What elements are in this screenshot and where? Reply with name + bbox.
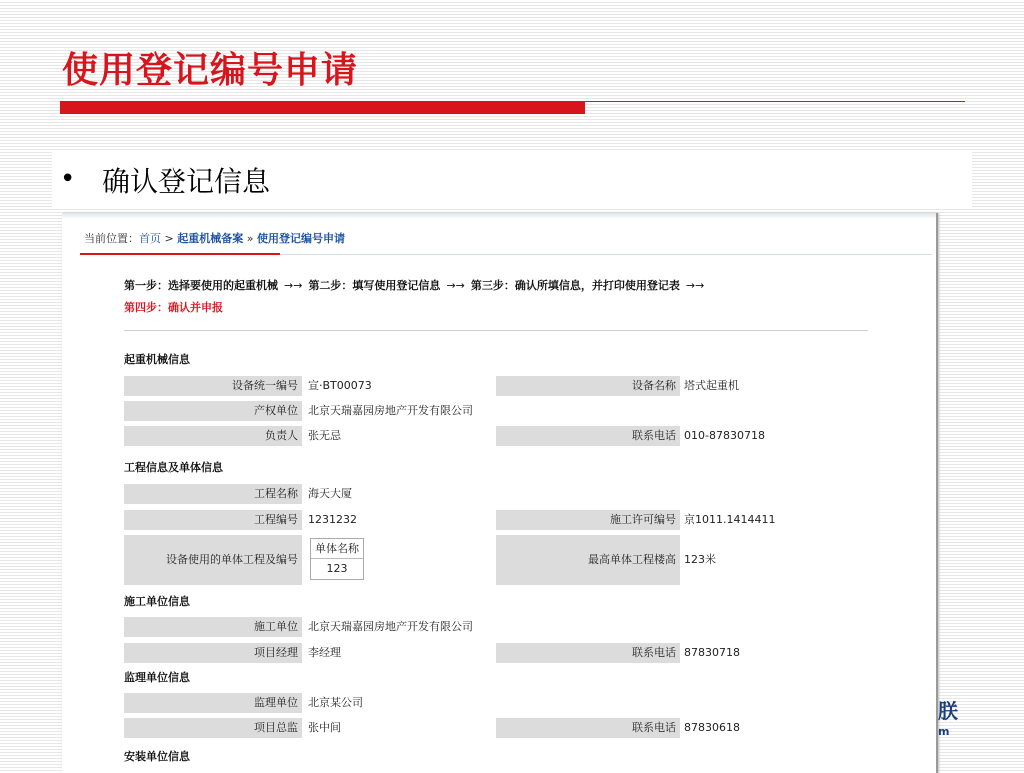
project-name-value: 海天大厦 <box>308 487 352 500</box>
project-code-value: 1231232 <box>308 513 357 526</box>
step-arrow: →→ <box>284 279 303 292</box>
step-3: 第三步：确认所填信息，并打印使用登记表 <box>470 279 680 292</box>
step-arrow: →→ <box>685 279 705 292</box>
permit-value: 京1011.1414411 <box>684 513 776 526</box>
height-value: 123米 <box>684 553 716 566</box>
phone-value: 010-87830718 <box>684 429 765 442</box>
machine-row-device <box>124 376 868 396</box>
phone-label: 联系电话 <box>496 426 680 446</box>
breadcrumb-underline <box>280 254 932 255</box>
steps-divider <box>124 330 868 331</box>
unit-header: 单体名称 <box>311 539 363 559</box>
section-supervisor-heading: 监理单位信息 <box>124 671 190 684</box>
constructor-phone-label: 联系电话 <box>496 643 680 663</box>
unit-label: 设备使用的单体工程及编号 <box>124 535 302 585</box>
device-name-value: 塔式起重机 <box>684 379 739 392</box>
machine-row-owner <box>124 401 868 421</box>
section-project-heading: 工程信息及单体信息 <box>124 461 223 474</box>
owner-value: 北京天瑞嘉园房地产开发有限公司 <box>308 404 473 417</box>
bullet-text: 确认登记信息 <box>102 165 271 198</box>
chief-label: 项目总监 <box>124 718 302 738</box>
unit-value: 123 <box>326 562 348 575</box>
project-code-label: 工程编号 <box>124 510 302 530</box>
supervisor-row-chief <box>124 718 868 738</box>
step-arrow: →→ <box>446 279 465 292</box>
step-indicator <box>124 275 884 319</box>
manager-value: 李经理 <box>308 646 341 659</box>
step-1: 第一步：选择要使用的起重机械 <box>124 279 278 292</box>
constructor-row-manager <box>124 643 868 663</box>
height-label: 最高单体工程楼高 <box>496 535 680 585</box>
chief-value: 张中间 <box>308 721 341 734</box>
bullet-area <box>52 152 972 208</box>
manager-label: 项目经理 <box>124 643 302 663</box>
device-no-label: 设备统一编号 <box>124 376 302 396</box>
breadcrumb-underline-active <box>80 253 280 255</box>
title-underline-thin <box>585 101 965 102</box>
step-4-current: 第四步：确认并申报 <box>124 301 223 314</box>
section-machine-heading: 起重机械信息 <box>124 353 190 366</box>
logo-fragment-small: m <box>938 725 950 738</box>
supervisor-phone-label: 联系电话 <box>496 718 680 738</box>
section-constructor-heading: 施工单位信息 <box>124 595 190 608</box>
constructor-unit-label: 施工单位 <box>124 617 302 637</box>
person-label: 负责人 <box>124 426 302 446</box>
owner-label: 产权单位 <box>124 401 302 421</box>
person-value: 张无忌 <box>308 429 341 442</box>
constructor-phone-value: 87830718 <box>684 646 740 659</box>
screenshot-panel <box>62 213 938 773</box>
unit-mini-table <box>310 538 364 580</box>
supervisor-unit-value: 北京某公司 <box>308 696 363 709</box>
breadcrumb <box>84 230 345 246</box>
device-name-label: 设备名称 <box>496 376 680 396</box>
panel-top-shade <box>62 213 936 219</box>
breadcrumb-home-link[interactable]: 首页 <box>139 232 161 245</box>
title-underline-thick <box>60 101 585 114</box>
project-row-name <box>124 484 868 504</box>
breadcrumb-sep: » <box>243 232 257 245</box>
permit-label: 施工许可编号 <box>496 510 680 530</box>
bullet-dot: • <box>60 164 76 194</box>
constructor-row-unit <box>124 617 868 637</box>
project-row-unit <box>124 535 868 585</box>
breadcrumb-current: 使用登记编号申请 <box>256 232 345 245</box>
project-name-label: 工程名称 <box>124 484 302 504</box>
machine-row-person <box>124 426 868 446</box>
supervisor-unit-label: 监理单位 <box>124 693 302 713</box>
step-2: 第二步：填写使用登记信息 <box>308 279 441 292</box>
breadcrumb-prefix: 当前位置： <box>84 232 139 245</box>
breadcrumb-sep: > <box>161 232 178 245</box>
supervisor-phone-value: 87830618 <box>684 721 740 734</box>
device-no-value: 宣·BT00073 <box>308 379 372 392</box>
slide-title: 使用登记编号申请 <box>62 50 359 91</box>
logo-fragment: 朕 <box>938 699 958 723</box>
project-row-code <box>124 510 868 530</box>
supervisor-row-unit <box>124 693 868 713</box>
section-installer-heading: 安装单位信息 <box>124 750 190 763</box>
breadcrumb-section-link[interactable]: 起重机械备案 <box>177 232 244 245</box>
constructor-unit-value: 北京天瑞嘉园房地产开发有限公司 <box>308 620 473 633</box>
